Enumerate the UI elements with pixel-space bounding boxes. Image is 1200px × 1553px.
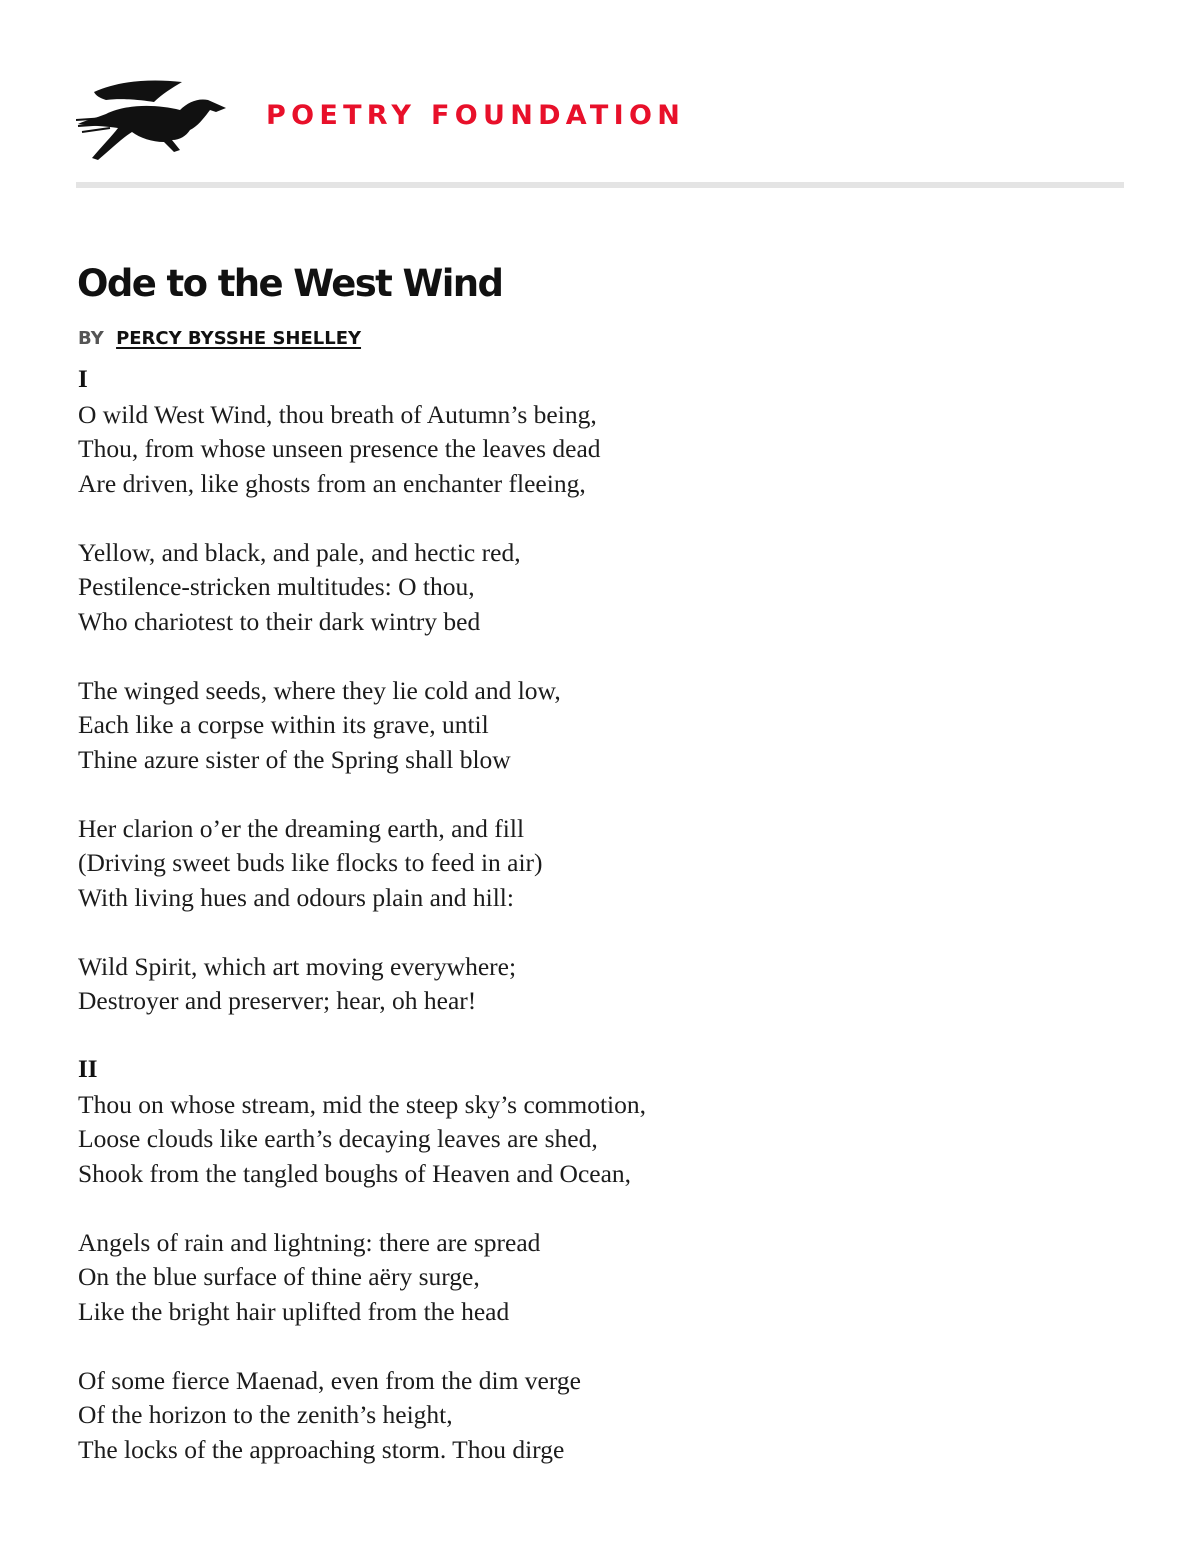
section-number: II <box>78 1056 98 1083</box>
poem-line: The locks of the approaching storm. Thou dirge <box>78 1434 565 1464</box>
poem-line: Of the horizon to the zenith’s height, <box>78 1400 453 1429</box>
stanza <box>78 536 1078 640</box>
stanza <box>78 1088 1078 1192</box>
poem-body <box>78 363 1078 1502</box>
poem-line: Her clarion o’er the dreaming earth, and fill <box>78 813 525 843</box>
poem-line: (Driving sweet buds like flocks to feed in air) <box>78 848 543 877</box>
brand-name[interactable]: POETRY FOUNDATION <box>266 100 686 131</box>
stanza <box>78 1226 1078 1330</box>
site-header <box>76 70 1124 170</box>
poem-line: O wild West Wind, thou breath of Autumn’s being, <box>78 399 597 429</box>
poem-line: Angels of rain and lightning: there are spread <box>78 1227 541 1257</box>
poem-section <box>78 1053 1078 1467</box>
poem-line: Thine azure sister of the Spring shall blow <box>78 744 511 774</box>
poem-line: Pestilence-stricken multitudes: O thou, <box>78 572 475 601</box>
section-number: I <box>78 366 88 393</box>
stanza <box>78 1364 1078 1468</box>
stanza <box>78 674 1078 778</box>
header-divider <box>76 182 1124 188</box>
author-link[interactable]: PERCY BYSSHE SHELLEY <box>116 328 362 349</box>
stanza <box>78 950 1078 1019</box>
by-label: BY <box>78 328 104 349</box>
poem-line: Wild Spirit, which art moving everywhere; <box>78 951 517 981</box>
poem-line: With living hues and odours plain and hill: <box>78 882 514 912</box>
poem-section <box>78 363 1078 1019</box>
poem-line: Thou, from whose unseen presence the leaves dead <box>78 434 601 463</box>
stanza <box>78 812 1078 916</box>
poem-title: Ode to the West Wind <box>77 262 503 305</box>
poem-line: Of some fierce Maenad, even from the dim verge <box>78 1365 581 1395</box>
poem-line: Are driven, like ghosts from an enchanter fleeing, <box>78 468 586 498</box>
byline <box>78 328 361 349</box>
poem-line: Like the bright hair uplifted from the head <box>78 1296 510 1326</box>
poem-line: Thou on whose stream, mid the steep sky’s commotion, <box>78 1089 647 1119</box>
poem-line: Loose clouds like earth’s decaying leaves are shed, <box>78 1124 598 1153</box>
poem-line: Who chariotest to their dark wintry bed <box>78 606 481 636</box>
poem-line: The winged seeds, where they lie cold and low, <box>78 675 561 705</box>
poem-line: Shook from the tangled boughs of Heaven and Ocean, <box>78 1158 632 1188</box>
poem-line: Yellow, and black, and pale, and hectic red, <box>78 537 521 567</box>
poem-line: Destroyer and preserver; hear, oh hear! <box>78 986 477 1015</box>
poem-line: Each like a corpse within its grave, until <box>78 710 489 739</box>
stanza <box>78 398 1078 502</box>
poem-line: On the blue surface of thine aëry surge, <box>78 1262 480 1291</box>
pegasus-icon[interactable] <box>76 74 228 166</box>
